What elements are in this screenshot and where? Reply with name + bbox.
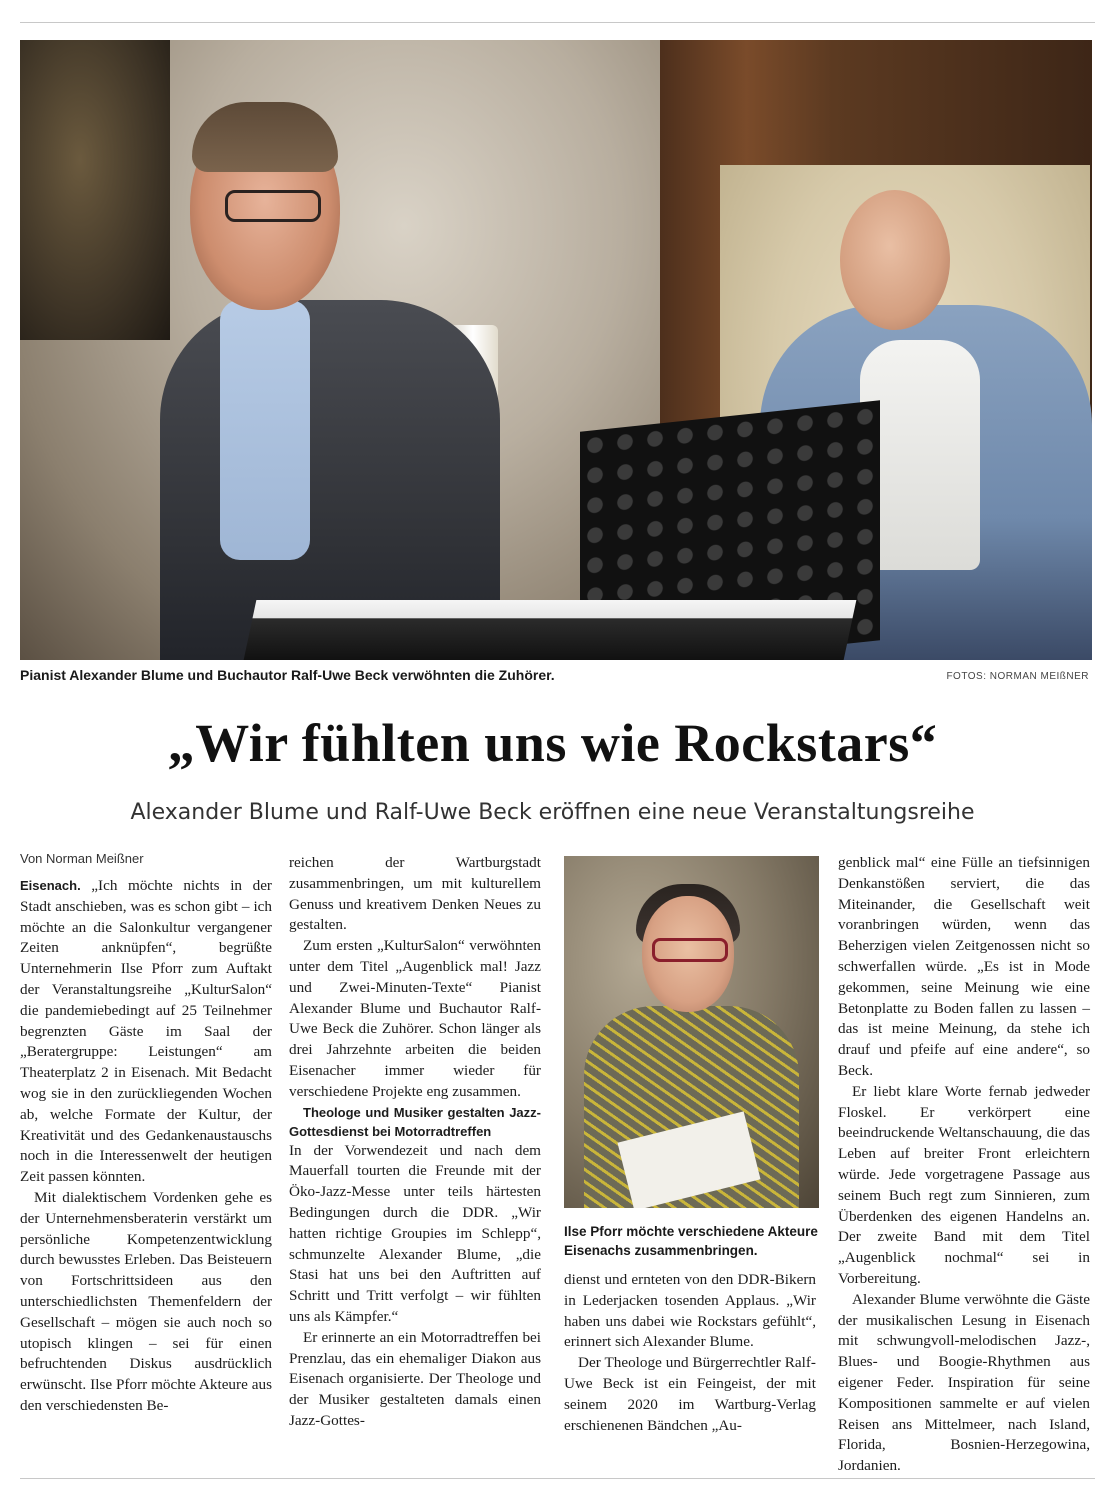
subheadline: Alexander Blume und Ralf-Uwe Beck eröffnen eine neue Veranstaltungsreihe: [130, 800, 975, 825]
article-paragraph: dienst und ernteten von den DDR-Bikern in Lederjacken tosenden Applaus. „Wir haben uns dabei wie Rockstars gefühlt“, erinnert sich Alexander Blume.: [564, 1271, 816, 1351]
side-photo: [564, 856, 819, 1208]
top-rule: [20, 22, 1095, 23]
byline: Von Norman Meißner: [20, 851, 144, 866]
article-paragraph: Zum ersten „KulturSalon“ verwöhnten unter dem Titel „Augenblick mal! Jazz und Zwei-Minuten-Texte“ Pianist Alexander Blume und Buchautor Ralf-Uwe Beck die Zuhörer. Schon länger als drei Jahrzehnte arbeiten die beiden Eisenacher immer wieder für verschiedene Projekte eng zusammen.: [289, 937, 541, 1100]
article-paragraph: [20, 876, 272, 1188]
article-paragraph: Er liebt klare Worte fernab jedweder Floskel. Er verkörpert eine beeindruckende Weltanschauung, die das Leben auf breiter Front erleichtern würde. Jede vorgetragene Passage aus seinem Buch regt zum Sinnieren, zum Überdenken des eigenen Handelns an. Der zweite Band mit dem Titel „Augenblick nochmal“ sei in Vorbereitung.: [838, 1082, 1090, 1287]
photo-pianist-shirt: [220, 300, 310, 560]
article-column-3: [564, 1270, 816, 1436]
article-paragraph: reichen der Wartburgstadt zusammenbringen, um mit kulturellem Genuss und kreativem Denken Neues zu gestalten.: [289, 854, 541, 934]
article-column-2: [289, 853, 541, 1432]
photo-pianist-glasses: [225, 190, 321, 222]
article-column-4: [838, 853, 1090, 1477]
section-subheading: Theologe und Musiker gestalten Jazz-Gottesdienst bei Motorradtreffen: [289, 1104, 541, 1139]
article-paragraph: Der Theologe und Bürgerrechtler Ralf-Uwe Beck ist ein Feingeist, der mit seinem 2020 im Wartburg-Verlag erschienenen Bändchen „Au-: [564, 1354, 816, 1434]
main-photo-caption: Pianist Alexander Blume und Buchautor Ralf-Uwe Beck verwöhnten die Zuhörer.: [20, 667, 555, 683]
headline: „Wir fühlten uns wie Rockstars“: [167, 713, 938, 773]
article-paragraph: genblick mal“ eine Fülle an tiefsinnigen Denkanstößen serviert, die das Miteinander, die Gesellschaft weit voranbringen würden, wenn das Beherzigen vielen Zeitgenossen nicht so schwerfallen würde. „Es ist in Mode gekommen, seine Meinung wie eine Betonplatte zu Boden fallen zu lassen – das ist meine Meinung, da stehe ich drauf und pfeife auf eine andere“, so Beck.: [838, 854, 1090, 1079]
side-photo-caption: Ilse Pforr möchte verschiedene Akteure Eisenachs zusammenbringen.: [564, 1224, 818, 1258]
photo-pianist-hair: [192, 102, 338, 172]
article-paragraph: Alexander Blume verwöhnte die Gäste der musikalischen Lesung in Eisenach mit schwungvoll-melodischen Jazz-, Blues- und Boogie-Rhythmen aus eigener Feder. Inspiration für seine Kompositionen sammelte er auf vielen Reisen ans Mittelmeer, nach Island, Florida, Bosnien-Herzegowina, Jordanien.: [838, 1290, 1090, 1475]
article-paragraph: In der Vorwendezeit und nach dem Mauerfall tourten die Freunde mit der Öko-Jazz-Messe unter teils härtesten Bedingungen durch die DDR. „Wir hatten richtige Groupies im Schlepp“, schmunzelte Alexander Blume, „die Stasi hat uns bei den Auftritten auf Schritt und Tritt verfolgt – wir fühlten uns als Kämpfer.“: [289, 1141, 541, 1325]
photo-painting: [20, 40, 170, 340]
photo-credit: FOTOS: NORMAN MEIßNER: [946, 671, 1089, 682]
photo-author-head: [840, 190, 950, 330]
main-photo: [20, 40, 1092, 660]
article-paragraph: Er erinnerte an ein Motorradtreffen bei Prenzlau, das ein ehemaliger Diakon aus Eisenach organisierte. Der Theologe und der Musiker gestalteten damals einen Jazz-Gottes-: [289, 1328, 541, 1429]
dateline: Eisenach.: [20, 878, 81, 893]
paragraph-text: „Ich möchte nichts in der Stadt anschieben, was es schon gibt – ich möchte an die Salonkultur vergangener Zeiten anknüpfen“, begrüßte Unternehmerin Ilse Pforr zum Auftakt der Veranstaltungsreihe „KulturSalon“ die pandemiebedingt auf 25 Teilnehmer begrenzten Gäste im Saal der „Beratergruppe: Leistungen“ am Theaterplatz 2 in Eisenach. Mit Bedacht wog sie in den zurückliegenden Wochen ab, welche Formate der Kultur, der Kreativität und des Gedankenaustauschs noch in die Interessenwelt der heutigen Zeit passen könnten.: [20, 877, 272, 1186]
article-paragraph: Mit dialektischem Vordenken gehe es der Unternehmensberaterin verstärkt um persönliche Kompetenzentwicklung durch bewusstes Erleben. Das Beisteuern von Fortschrittsideen aus den unterschiedlichsten Themenfeldern der Gesellschaft – mögen sie auch noch so utopisch klingen – sei für einen befruchtenden Diskus ausdrücklich erwünscht. Ilse Pforr möchte Akteure aus den verschiedensten Be-: [20, 1188, 272, 1414]
bottom-rule: [20, 1478, 1095, 1479]
side-photo-glasses: [652, 938, 728, 962]
photo-keyboard: [244, 600, 857, 660]
article-column-1: [20, 876, 272, 1417]
